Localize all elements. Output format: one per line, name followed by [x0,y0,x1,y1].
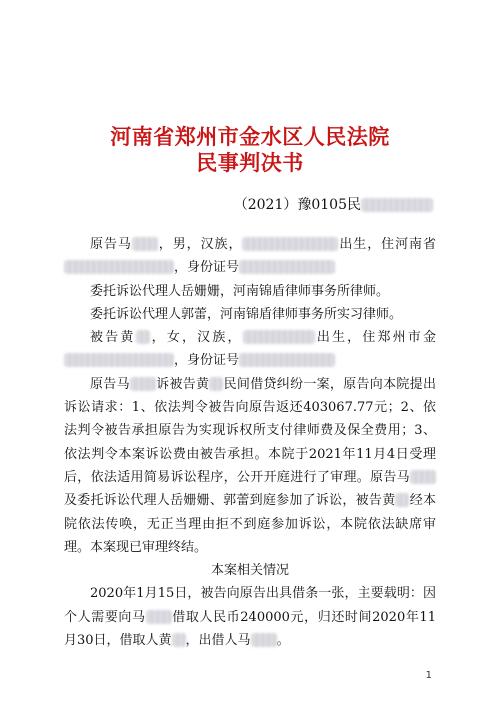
defendant-text-3: 出生，住郑州市金 [314,330,436,346]
redacted-text [130,377,156,391]
case-text-2: 诉被告黄 [155,376,210,392]
case-text-1: 原告马 [90,376,130,392]
redacted-text [64,353,174,367]
facts-text-1: 2020年1月15日，被告向原告出具借条一张，主要载明：因个人需要向马 [64,586,436,625]
plaintiff-text-1: 原告马 [90,237,132,252]
plaintiff-paragraph [64,233,436,280]
defendant-text-4: ，身份证号 [174,353,240,369]
redacted-text [209,377,223,391]
plaintiff-text-2: ，男，汉族， [157,237,243,252]
page-number: 1 [425,670,432,681]
facts-paragraph [64,582,436,652]
redacted-text [172,633,186,647]
case-number [234,196,433,214]
case-text-5: 经本院依法传唤，无正当理由拒不到庭参加诉讼，本院依法缺席审理。本案现已审理终结。 [64,493,436,555]
redacted-text [239,260,335,274]
plaintiff-text-3: 出生，住河南省 [338,237,436,252]
redacted-text [361,198,433,212]
redacted-text [136,330,150,344]
judgment-body [64,233,436,652]
plaintiff-agent-2-paragraph: 委托诉讼代理人郭蕾，河南锦盾律师事务所实习律师。 [90,306,403,322]
redacted-text [410,470,436,484]
redacted-text [242,237,338,251]
redacted-text [239,353,335,367]
court-name-title: 河南省郑州市金水区人民法院 [110,124,390,149]
facts-text-4: 。 [276,633,290,649]
case-number-text: （2021）豫0105民 [233,197,361,213]
facts-text-2: 借取人民币240000元，归还时间2020年11月30日，借取人黄 [64,609,436,649]
redacted-text [132,237,158,251]
redacted-text [395,493,409,507]
case-text-4: 及委托诉讼代理人岳姗姗、郭蕾到庭参加了诉讼，被告黄 [64,493,396,509]
redacted-text [243,330,315,344]
case-text-3: 民间借贷纠纷一案，原告向本院提出诉讼请求：1、依法判令被告向原告返还403067.77元；2、依法判令被告承担原告为实现诉权所支付律师费及保全费用；3、依法判令本案诉讼费由被告承担。本院于2021年11月4日受理后，依法适用简易诉讼程序，公开开庭进行了审理。原告马 [64,376,436,485]
defendant-text-1: 被告黄 [90,330,136,346]
redacted-text [64,260,174,274]
section-heading: 本案相关情况 [210,563,289,579]
redacted-text [146,610,172,624]
facts-text-3: ，出借人马 [185,633,251,649]
redacted-text [251,633,277,647]
case-summary-paragraph [64,373,436,559]
defendant-paragraph [64,326,436,373]
plaintiff-text-4: ，身份证号 [174,260,240,276]
document-type-title: 民事判决书 [196,150,304,175]
defendant-text-2: ，女，汉族， [149,330,243,346]
plaintiff-agent-1-paragraph: 委托诉讼代理人岳姗姗，河南锦盾律师事务所律师。 [90,283,390,299]
